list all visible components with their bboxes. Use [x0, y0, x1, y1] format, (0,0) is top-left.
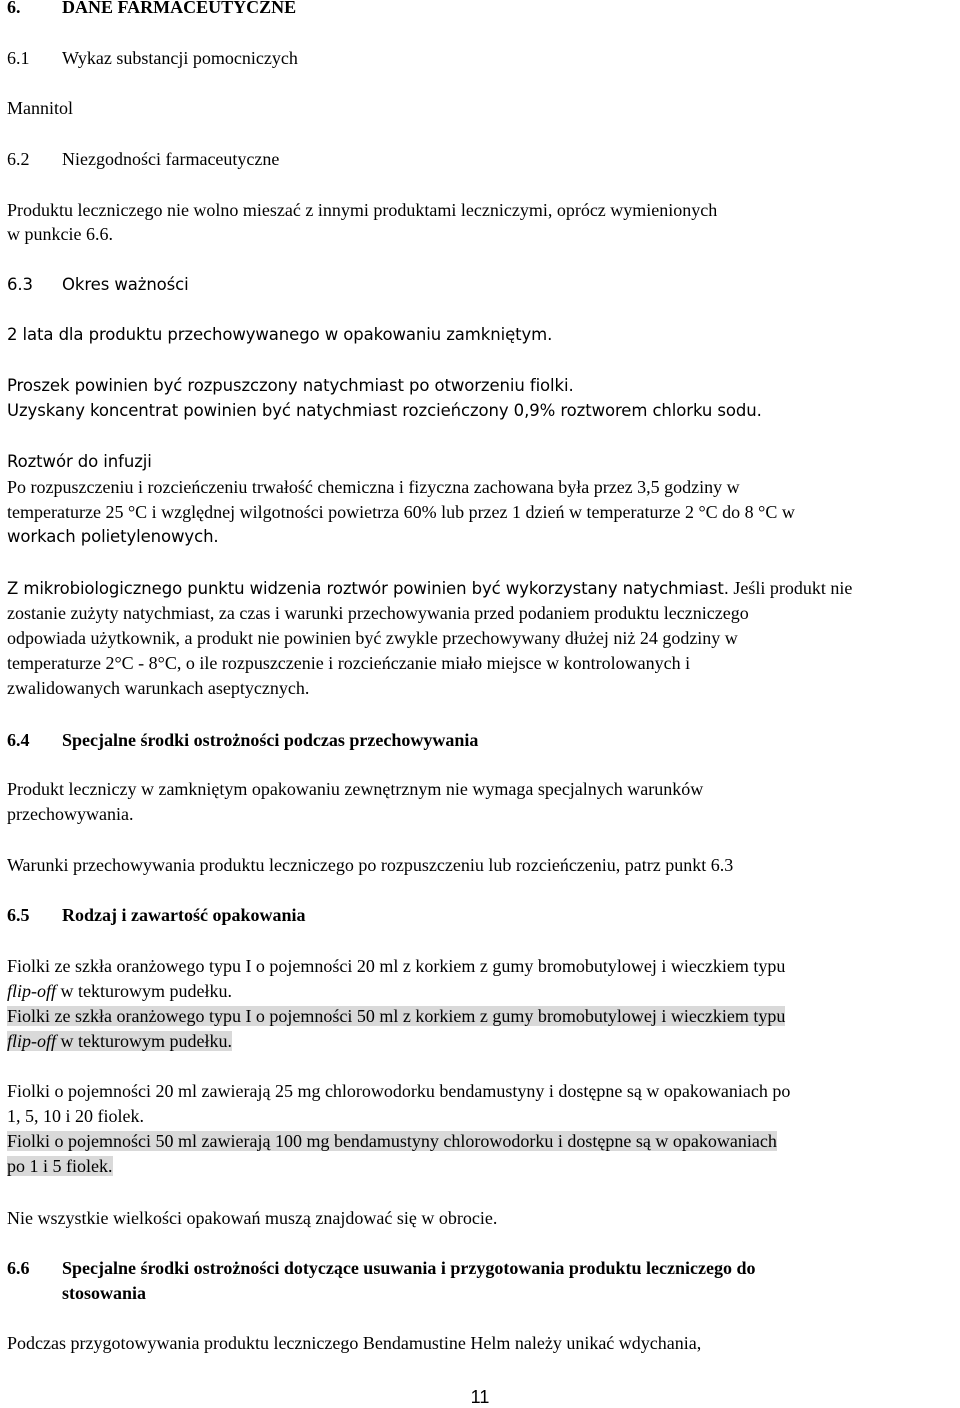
- paragraph: 2 lata dla produktu przechowywanego w opakowaniu zamkniętym.: [7, 325, 553, 344]
- paragraph-line: Proszek powinien być rozpuszczony natychmiast po otworzeniu fiolki.: [7, 376, 574, 395]
- paragraph: Podczas przygotowywania produktu leczniczego Bendamustine Helm należy unikać wdychania,: [7, 1333, 702, 1353]
- highlighted-line: flip-off w tekturowym pudełku.: [7, 1031, 232, 1051]
- paragraph-line: 1, 5, 10 i 20 fiolek.: [7, 1106, 144, 1126]
- paragraph-line: Z mikrobiologicznego punktu widzenia roztwór powinien być wykorzystany natychmiast. Jeśli produkt nie: [7, 578, 853, 598]
- paragraph-line: Fiolki o pojemności 20 ml zawierają 25 mg chlorowodorku bendamustyny i dostępne są w opakowaniach po: [7, 1081, 791, 1101]
- subsection-heading: 6.5 Rodzaj i zawartość opakowania: [7, 905, 306, 925]
- highlighted-line: Fiolki o pojemności 50 ml zawierają 100 mg bendamustyny chlorowodorku i dostępne są w opakowaniach: [7, 1131, 777, 1151]
- paragraph-line: temperaturze 25 °C i względnej wilgotności powietrza 60% lub przez 1 dzień w temperaturze 2 °C do 8 °C w: [7, 502, 795, 522]
- paragraph: Mannitol: [7, 98, 73, 118]
- paragraph: Nie wszystkie wielkości opakowań muszą znajdować się w obrocie.: [7, 1208, 498, 1228]
- subsection-heading-cont: stosowania: [62, 1283, 147, 1303]
- page-number: 11: [470, 1387, 490, 1407]
- paragraph-line: flip-off w tekturowym pudełku.: [7, 981, 232, 1001]
- paragraph-line: zostanie zużyty natychmiast, za czas i warunki przechowywania przed podaniem produktu leczniczego: [7, 603, 749, 623]
- highlighted-line: Fiolki ze szkła oranżowego typu I o pojemności 50 ml z korkiem z gumy bromobutylowej i wieczkiem typu: [7, 1006, 786, 1026]
- paragraph-line: Po rozpuszczeniu i rozcieńczeniu trwałość chemiczna i fizyczna zachowana była przez 3,5 godziny w: [7, 477, 740, 497]
- subsection-heading: 6.3 Okres ważności: [7, 275, 189, 294]
- paragraph-line: odpowiada użytkownik, a produkt nie powinien być zwykle przechowywany dłużej niż 24 godziny w: [7, 628, 738, 648]
- paragraph-label: Roztwór do infuzji: [7, 452, 152, 471]
- paragraph-line: Produkt leczniczy w zamkniętym opakowaniu zewnętrznym nie wymaga specjalnych warunków: [7, 779, 704, 799]
- paragraph-line: workach polietylenowych.: [7, 527, 219, 546]
- highlighted-line: po 1 i 5 fiolek.: [7, 1156, 113, 1176]
- subsection-heading: 6.6 Specjalne środki ostrożności dotyczące usuwania i przygotowania produktu leczniczego do: [7, 1258, 756, 1278]
- subsection-heading: 6.2 Niezgodności farmaceutyczne: [7, 149, 280, 169]
- subsection-heading: 6.4 Specjalne środki ostrożności podczas przechowywania: [7, 730, 479, 750]
- section-heading: 6. DANE FARMACEUTYCZNE: [7, 0, 297, 17]
- paragraph-line: Produktu leczniczego nie wolno mieszać z innymi produktami leczniczymi, oprócz wymienionych: [7, 200, 718, 220]
- paragraph-line: Fiolki ze szkła oranżowego typu I o pojemności 20 ml z korkiem z gumy bromobutylowej i wieczkiem typu: [7, 956, 786, 976]
- paragraph-line: w punkcie 6.6.: [7, 224, 113, 244]
- paragraph-line: Uzyskany koncentrat powinien być natychmiast rozcieńczony 0,9% roztworem chlorku sodu.: [7, 401, 762, 420]
- paragraph-line: zwalidowanych warunkach aseptycznych.: [7, 678, 310, 698]
- paragraph-line: przechowywania.: [7, 804, 134, 824]
- paragraph: Warunki przechowywania produktu leczniczego po rozpuszczeniu lub rozcieńczeniu, patrz punkt 6.3: [7, 855, 734, 875]
- paragraph-line: temperaturze 2°C - 8°C, o ile rozpuszczenie i rozcieńczanie miało miejsce w kontrolowanych i: [7, 653, 691, 673]
- subsection-heading: 6.1 Wykaz substancji pomocniczych: [7, 48, 298, 68]
